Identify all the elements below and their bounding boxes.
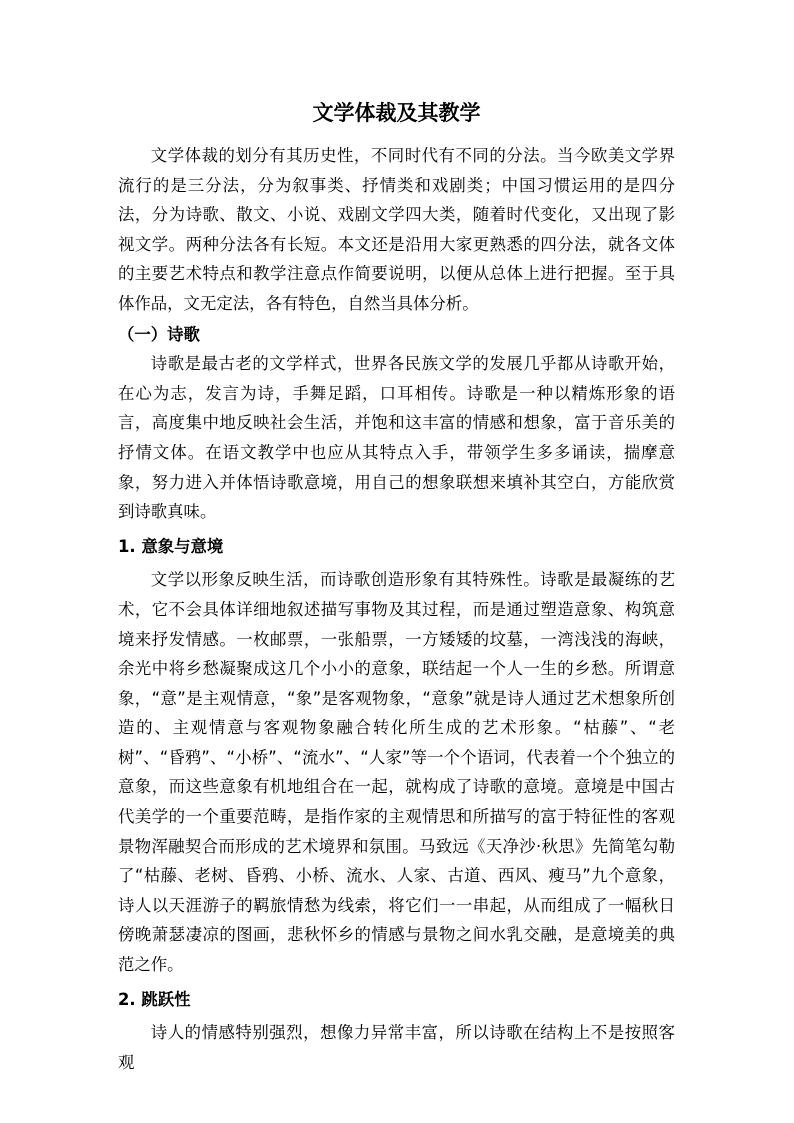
body-paragraph: 文学以形象反映生活，而诗歌创造形象有其特殊性。诗歌是最凝练的艺术，它不会具体详细地叙述描写事物及其过程，而是通过塑造意象、构筑意境来抒发情感。一枚邮票，一张船票，一方矮矮的坟墓，一湾浅浅的海峡，余光中将乡愁凝聚成这几个小小的意象，联结起一个人一生的乡愁。所谓意象，“意”是主观情意，“象”是客观物象，“意象”就是诗人通过艺术想象所创造的、主观情意与客观物象融合转化所生成的艺术形象。“枯藤”、“老树”、“昏鸦”、“小桥”、“流水”、“人家”等一个个语词，代表着一个个独立的意象，而这些意象有机地组合在一起，就构成了诗歌的意境。意境是中国古代美学的一个重要范畴，是指作家的主观情思和所描写的富于特征性的客观景物浑融契合而形成的艺术境界和氛围。马致远《天净沙·秋思》先简笔勾勒了“枯藤、老树、昏鸦、小桥、流水、人家、古道、西风、瘦马”九个意象，诗人以天涯游子的羁旅情愁为线索，将它们一一串起，从而组成了一幅秋日傍晚萧瑟凄凉的图画，悲秋怀乡的情感与景物之间水乳交融，是意境美的典范之作。 (118, 570, 675, 975)
body-paragraph: 文学体裁的划分有其历史性，不同时代有不同的分法。当今欧美文学界流行的是三分法，分为叙事类、抒情类和戏剧类；中国习惯运用的是四分法，分为诗歌、散文、小说、戏剧文学四大类，随着时代变化，又出现了影视文学。两种分法各有长短。本文还是沿用大家更熟悉的四分法，就各文体的主要艺术特点和教学注意点作简要说明，以便从总体上进行把握。至于具体作品，文无定法，各有特色，自然当具体分析。 (118, 146, 675, 313)
document-body (118, 141, 675, 1077)
section-heading: 1. 意象与意境 (118, 536, 224, 556)
section-heading: （一）诗歌 (118, 324, 200, 344)
body-paragraph: 诗歌是最古老的文学样式，世界各民族文学的发展几乎都从诗歌开始，在心为志，发言为诗，手舞足蹈，口耳相传。诗歌是一种以精炼形象的语言，高度集中地反映社会生活，并饱和这丰富的情感和想象，富于音乐美的抒情文体。在语文教学中也应从其特点入手，带领学生多多诵读，揣摩意象，努力进入并体悟诗歌意境，用自己的想象联想来填补其空白，方能欣赏到诗歌真味。 (118, 354, 675, 522)
body-paragraph: 诗人的情感特别强烈，想像力异常丰富，所以诗歌在结构上不是按照客观 (118, 1023, 675, 1072)
section-heading: 2. 跳跃性 (118, 989, 191, 1009)
document-title: 文学体裁及其教学 (312, 101, 481, 125)
